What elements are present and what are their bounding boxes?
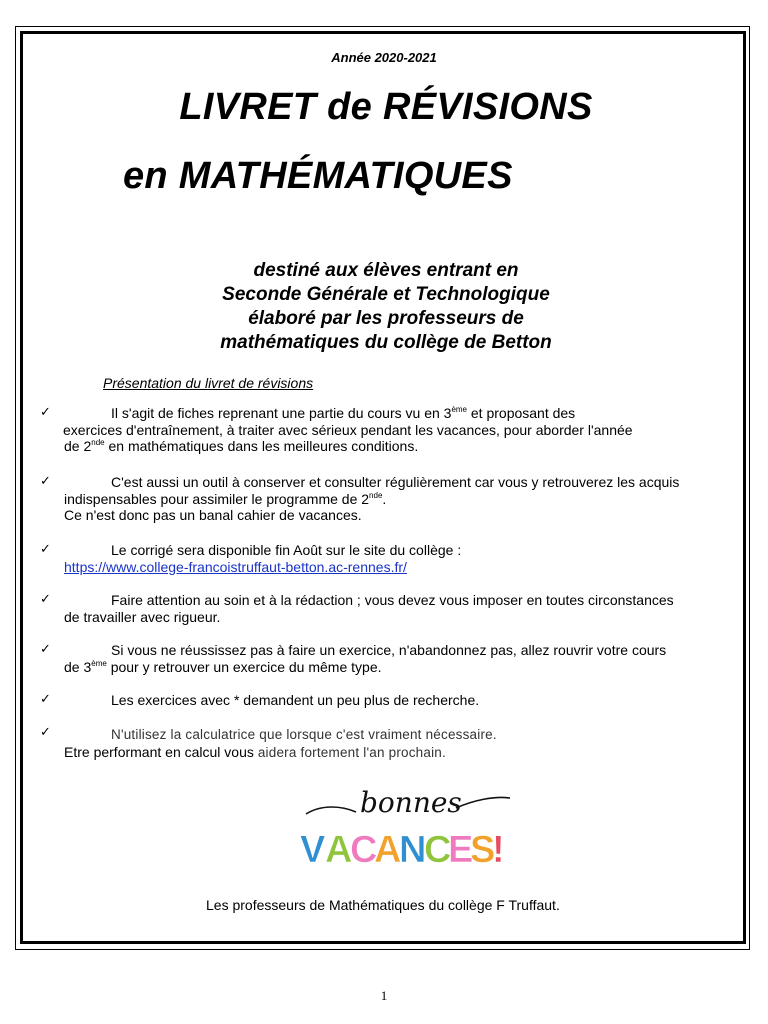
logo-letter: N (399, 829, 427, 871)
title-line-2: en MATHÉMATIQUES (123, 155, 513, 197)
checkmark-icon: ✓ (40, 641, 51, 656)
logo-letter: S (470, 829, 496, 871)
signature: Les professeurs de Mathématiques du collège F Truffaut. (206, 897, 560, 913)
list-item: Il s'agit de fiches reprenant une partie du cours vu en 3ème et proposant des exercices d'entraînement, à traiter avec sérieux pendant les vacances, pour aborder l'année de 2nde en mathématiques dans les meilleures conditions. (63, 405, 633, 454)
checkmark-icon: ✓ (40, 473, 51, 488)
logo-letter: C (424, 829, 452, 871)
logo-letter: ! (492, 829, 505, 871)
logo-letter: E (448, 829, 474, 871)
subtitle-line: élaboré par les professeurs de (248, 308, 524, 329)
list-item: N'utilisez la calculatrice que lorsque c'est vraiment nécessaire. Etre performant en calcul vous aidera fortement l'an prochain. (64, 727, 497, 760)
list-item: Le corrigé sera disponible fin Août sur le site du collège : https://www.college-francoistruffaut-betton.ac-rennes.fr/ (64, 542, 462, 575)
list-item: Les exercices avec * demandent un peu plus de recherche. (111, 692, 480, 708)
subtitle-block (23, 259, 749, 355)
logo-script-text: bonnes (360, 786, 462, 819)
logo-swash-right (456, 797, 510, 808)
list-item: C'est aussi un outil à conserver et consulter régulièrement car vous y retrouverez les acquis indispensables pour assimiler le programme de 2nde. Ce n'est donc pas un banal cahier de vacances. (64, 474, 680, 523)
logo-letter: A (325, 829, 353, 871)
presentation-heading: Présentation du livret de révisions (103, 375, 314, 391)
page-number: 1 (380, 988, 388, 1003)
college-website-link[interactable]: https://www.college-francoistruffaut-betton.ac-rennes.fr/ (64, 558, 407, 575)
logo-letters (300, 829, 505, 871)
logo-letter: A (374, 829, 402, 871)
list-item: Si vous ne réussissez pas à faire un exercice, n'abandonnez pas, allez rouvrir votre cours de 3ème pour y retrouver un exercice du même type. (64, 642, 667, 675)
subtitle-line: destiné aux élèves entrant en (253, 260, 519, 281)
checkmark-icon: ✓ (40, 541, 51, 556)
title-line-1: LIVRET de RÉVISIONS (179, 86, 593, 128)
subtitle-line: Seconde Générale et Technologique (222, 284, 550, 305)
logo-letter: C (350, 829, 378, 871)
bonnes-vacances-logo (298, 782, 514, 872)
checkmark-icon: ✓ (40, 591, 51, 606)
school-year: Année 2020-2021 (331, 50, 437, 65)
checkmark-icon: ✓ (40, 691, 51, 706)
checkmark-icon: ✓ (40, 404, 51, 419)
list-item: Faire attention au soin et à la rédaction ; vous devez vous imposer en toutes circonstances de travailler avec rigueur. (64, 592, 674, 625)
subtitle-line: mathématiques du collège de Betton (220, 332, 552, 353)
logo-swash-left (306, 807, 356, 814)
checkmark-icon: ✓ (40, 724, 51, 739)
logo-letter: V (300, 829, 326, 871)
